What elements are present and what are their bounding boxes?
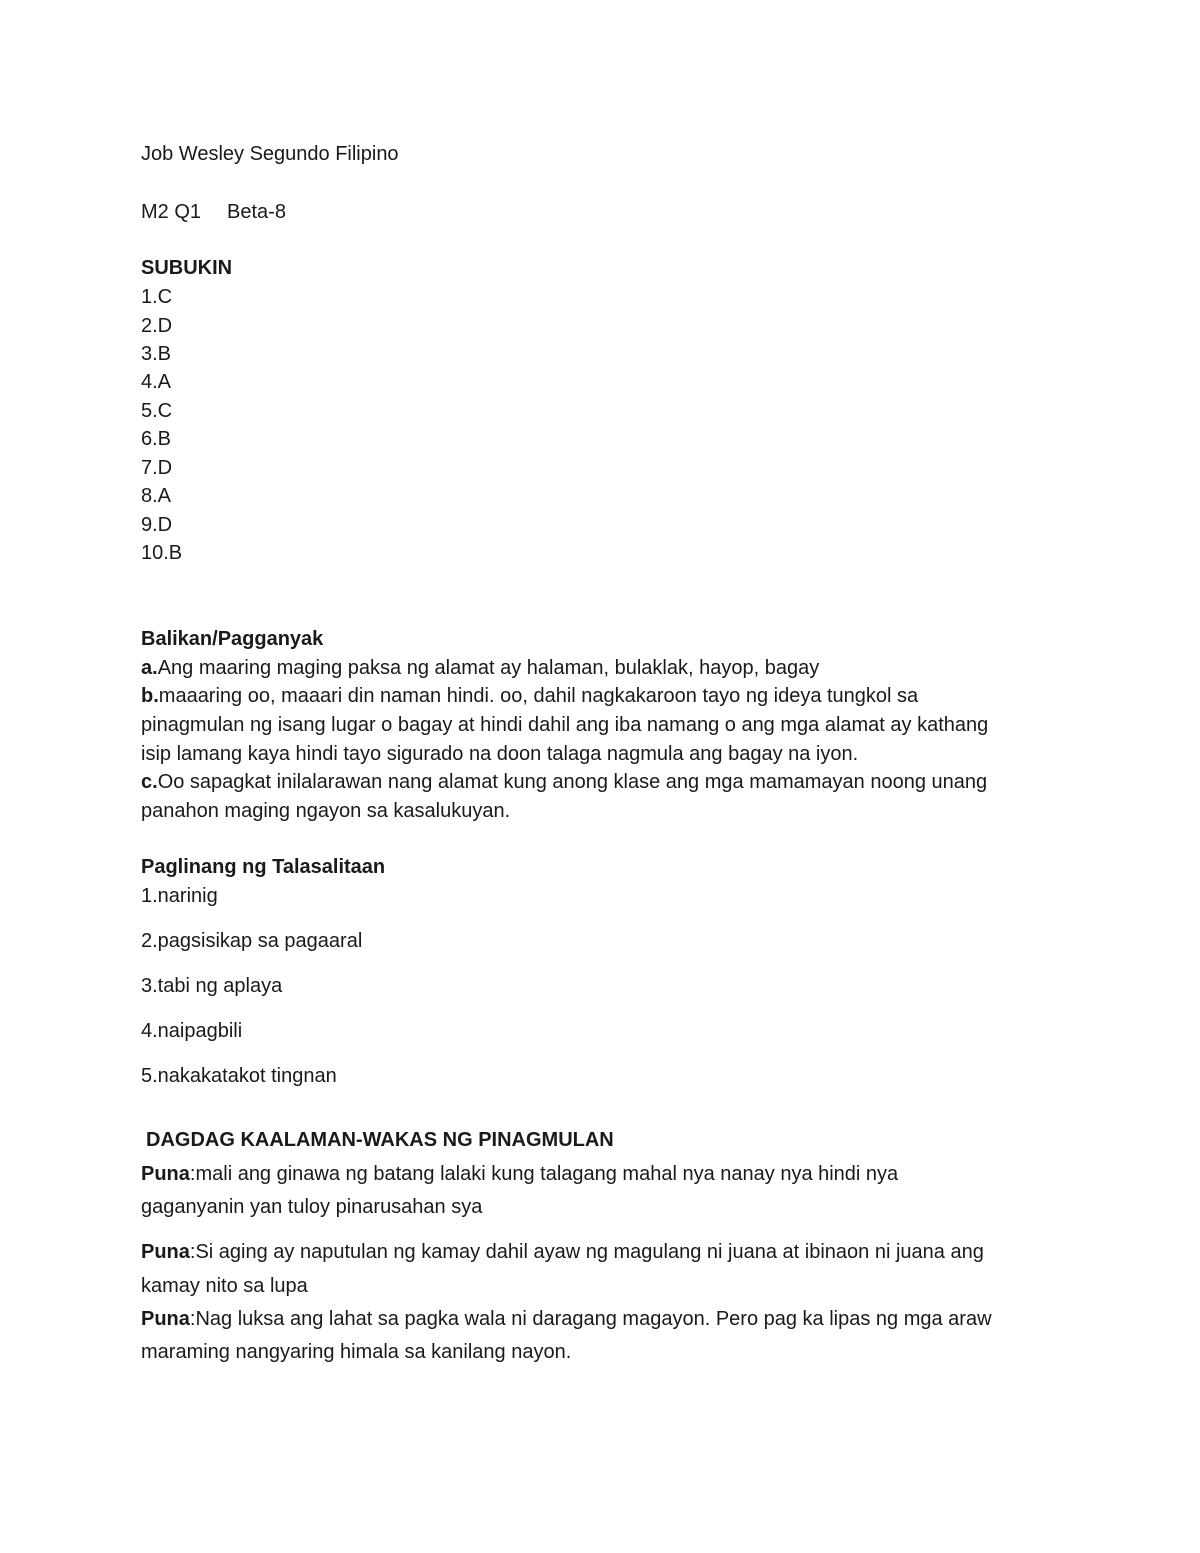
puna-text-continued: kamay nito sa lupa [141,1275,308,1297]
answer-item: 10.B [141,542,183,564]
puna-entry [141,1306,992,1332]
item-text-continued: panahon maging ngayon sa kasalukuyan. [141,800,511,822]
answer-item: 9.D [141,514,173,536]
item-text: Ang maaring maging paksa ng alamat ay halaman, bulaklak, hayop, bagay [157,657,820,679]
answer-item: 8.A [141,485,172,507]
module-code: M2 Q1 [141,201,202,223]
puna-text: :mali ang ginawa ng batang lalaki kung talagang mahal nya nanay nya hindi nya [189,1163,899,1185]
puna-label: Puna [141,1241,190,1263]
dagdag-heading: DAGDAG KAALAMAN-WAKAS NG PINAGMULAN [146,1129,614,1151]
puna-text-continued: maraming nangyaring himala sa kanilang nayon. [141,1341,572,1363]
answer-item: 4.A [141,371,172,393]
puna-label: Puna [141,1163,190,1185]
vocab-item: 5.nakakatakot tingnan [141,1065,337,1087]
puna-label: Puna [141,1308,190,1330]
puna-entry [141,1239,984,1265]
answer-item: 2.D [141,315,173,337]
puna-text: :Si aging ay naputulan ng kamay dahil ayaw ng magulang ni juana at ibinaon ni juana ang [189,1241,984,1263]
subukin-heading: SUBUKIN [141,257,233,279]
answer-item: 6.B [141,428,172,450]
module-line [141,199,286,225]
item-text: Oo sapagkat inilalarawan nang alamat kung anong klase ang mga mamamayan noong unang [157,771,988,793]
vocab-item: 3.tabi ng aplaya [141,975,283,997]
puna-entry [141,1161,898,1187]
answer-item: 1.C [141,286,173,308]
balikan-item-a [141,655,819,681]
item-text-continued: pinagmulan ng isang lugar o bagay at hindi dahil ang iba namang o ang mga alamat ay kathang [141,714,989,736]
item-text: maaaring oo, maaari din naman hindi. oo, dahil nagkakaroon tayo ng ideya tungkol sa [158,685,919,707]
item-marker: c. [141,771,158,793]
puna-text-continued: gaganyanin yan tuloy pinarusahan sya [141,1196,483,1218]
balikan-item-b [141,683,918,709]
answer-item: 7.D [141,457,173,479]
answer-item: 5.C [141,400,173,422]
vocab-item: 2.pagsisikap sa pagaaral [141,930,363,952]
answer-item: 3.B [141,343,172,365]
talasalitaan-heading: Paglinang ng Talasalitaan [141,856,386,878]
puna-text: :Nag luksa ang lahat sa pagka wala ni daragang magayon. Pero pag ka lipas ng mga araw [189,1308,992,1330]
balikan-heading: Balikan/Pagganyak [141,628,324,650]
section-name: Beta-8 [227,201,286,223]
vocab-item: 4.naipagbili [141,1020,243,1042]
name-line: Job Wesley Segundo Filipino [141,143,399,165]
vocab-item: 1.narinig [141,885,218,907]
item-text-continued: isip lamang kaya hindi tayo sigurado na doon talaga nagmula ang bagay na iyon. [141,743,859,765]
item-marker: b. [141,685,159,707]
balikan-item-c [141,769,987,795]
item-marker: a. [141,657,158,679]
